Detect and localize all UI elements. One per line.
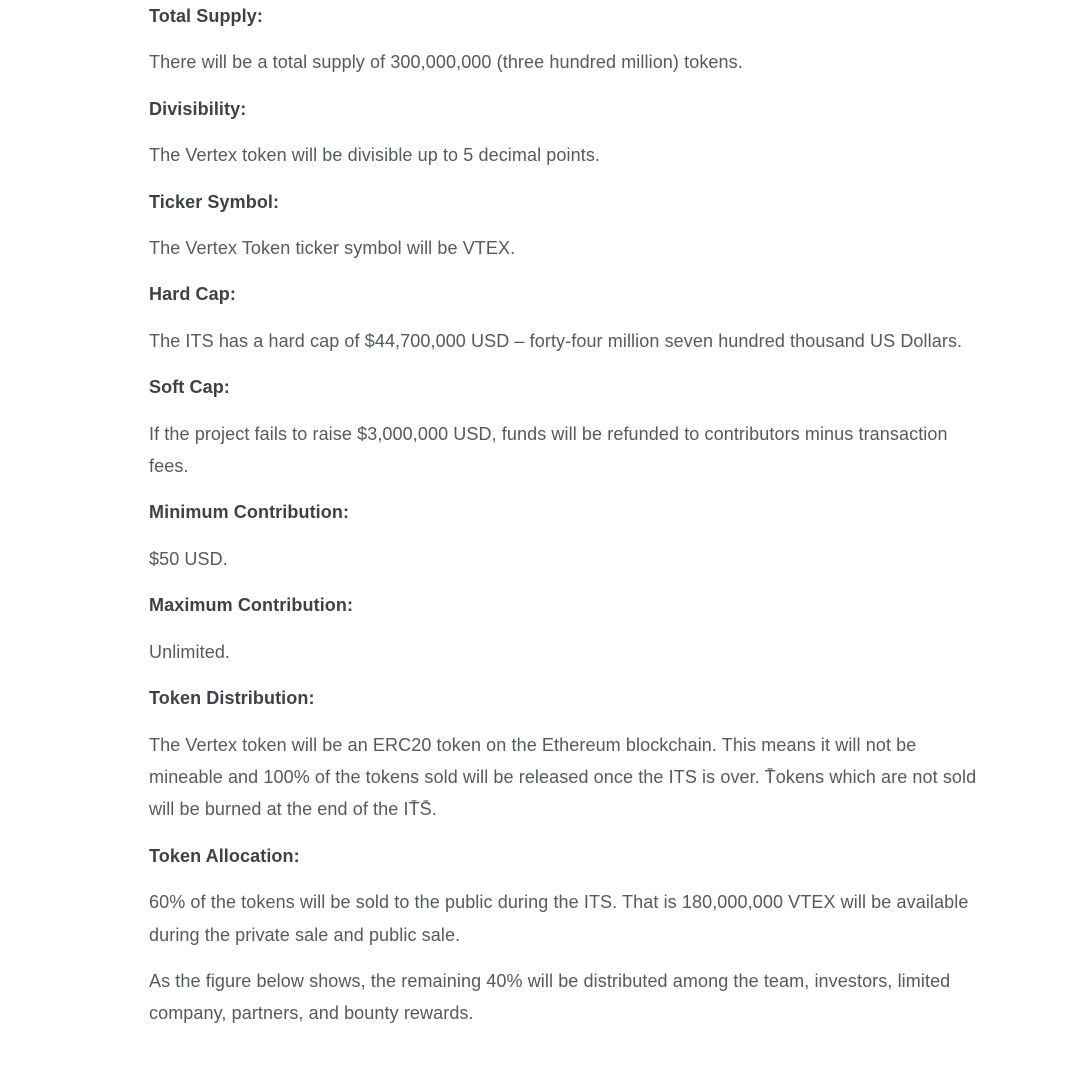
document-section — [149, 496, 983, 575]
section-heading: Minimum Contribution: — [149, 502, 350, 523]
section-heading: Token Allocation: — [149, 845, 300, 866]
document-content — [149, 0, 983, 1030]
document-section — [149, 371, 983, 482]
section-paragraph: $50 USD. — [149, 548, 228, 569]
document-section — [149, 589, 983, 668]
section-paragraph: The Vertex Token ticker symbol will be VTEX. — [149, 238, 516, 259]
document-section — [149, 93, 983, 172]
section-heading: Maximum Contribution: — [149, 595, 354, 616]
section-heading: Hard Cap: — [149, 284, 236, 305]
section-paragraph: The Vertex token will be divisible up to 5 decimal points. — [149, 145, 601, 166]
document-section — [149, 840, 983, 1030]
document-section — [149, 0, 983, 79]
section-paragraph: If the project fails to raise $3,000,000 USD, funds will be refunded to contributors minus transaction fees. — [149, 423, 948, 477]
section-heading: Soft Cap: — [149, 377, 230, 398]
section-paragraph: As the figure below shows, the remaining 40% will be distributed among the team, investors, limited company, partners, and bounty rewards. — [149, 970, 951, 1024]
section-paragraph: Unlimited. — [149, 641, 231, 662]
section-heading: Ticker Symbol: — [149, 191, 280, 212]
section-heading: Divisibility: — [149, 98, 247, 119]
section-paragraph: 60% of the tokens will be sold to the public during the ITS. That is 180,000,000 VTEX will be available during the private sale and public sale. — [149, 892, 969, 945]
document-section — [149, 186, 983, 265]
document-section — [149, 278, 983, 357]
document-section — [149, 682, 983, 826]
section-heading: Token Distribution: — [149, 688, 315, 709]
section-paragraph: There will be a total supply of 300,000,000 (three hundred million) tokens. — [149, 52, 743, 73]
section-paragraph: The ITS has a hard cap of $44,700,000 USD – forty-four million seven hundred thousand US Dollars. — [149, 330, 963, 351]
section-paragraph: The Vertex token will be an ERC20 token on the Ethereum blockchain. This means it will not be mineable and 100% of the tokens sold will be released once the ITS is over. T̄okens which are not sold will be burned at the end of the IT̄S̄. — [149, 734, 977, 820]
section-heading: Total Supply: — [149, 6, 263, 26]
